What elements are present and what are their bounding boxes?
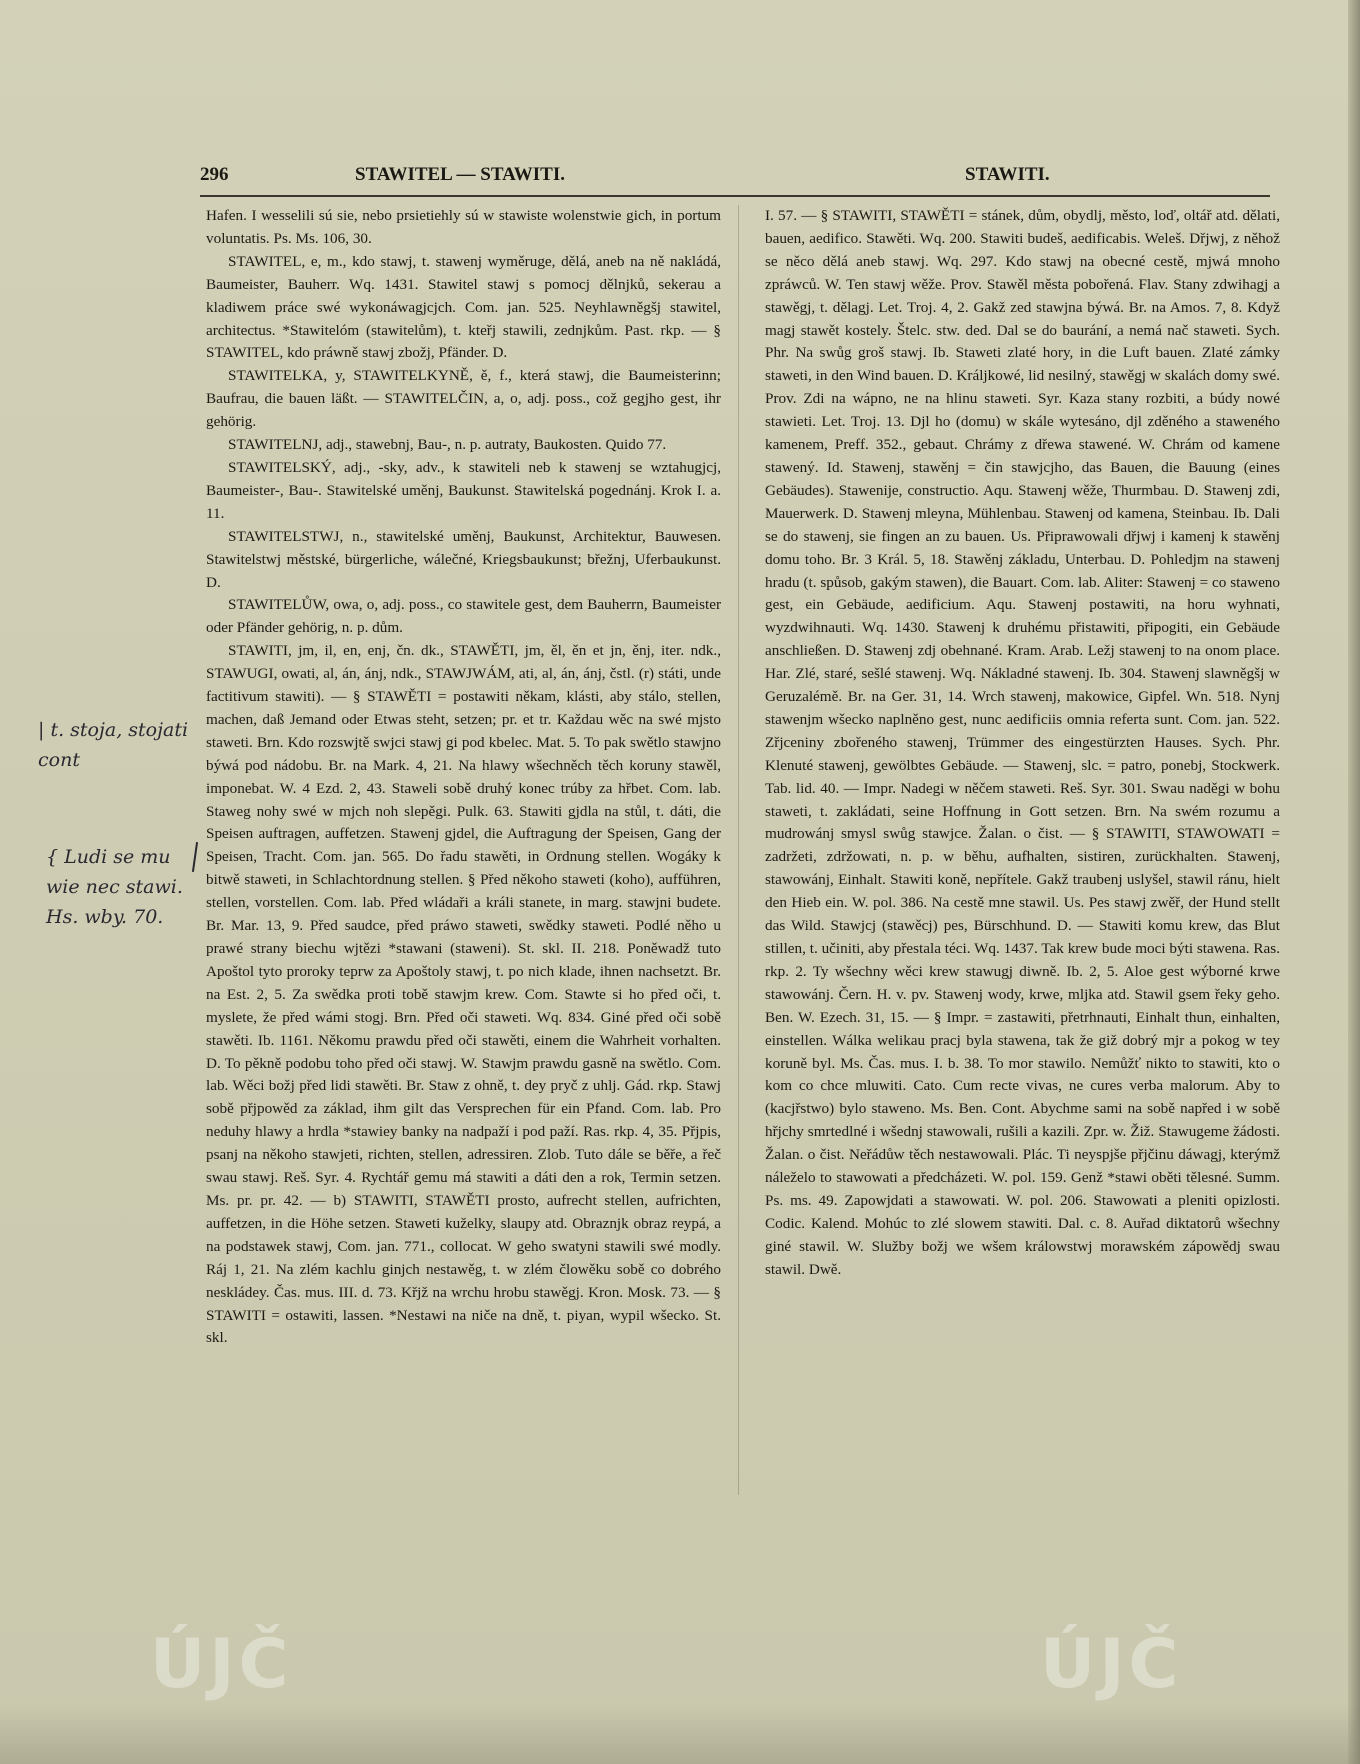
right-column [765,205,1280,1282]
entry-paragraph: STAWITELŮW, owa, o, adj. poss., co stawitele gest, dem Bauherrn, Baumeister oder Pfänder gehörig, n. p. dům. [206,596,721,637]
left-column [206,205,721,1350]
column-divider [738,205,739,1495]
page-edge [1348,0,1360,1764]
entry-paragraph: Hafen. I wesselili sú sie, nebo prsietiehly sú w stawiste wolenstwie gich, in portum voluntatis. Ps. Ms. 106, 30. [206,207,721,247]
entry-paragraph: STAWITELKA, y, STAWITELKYNĚ, ě, f., která stawj, die Baumeisterinn; Baufrau, die bauen läßt. — STAWITELČIN, a, o, adj. poss., což gegjho gest, ihr gehörig. [206,367,721,431]
entry-paragraph: STAWITELSKÝ, adj., -sky, adv., k stawiteli neb k stawenj se wztahugjcj, Baumeister-, Bau-. Stawitelské uměnj, Baukunst. Stawitelská pogednánj. Krok I. a. 11. [206,458,721,522]
entry-paragraph: STAWITEL, e, m., kdo stawj, t. stawenj wyměruge, dělá, aneb na ně nakládá, Baumeister, Bauherr. Wq. 1431. Stawitel stawj s pomocj dělnjků, sekerau a kladiwem práce swé wykonáwagjcjch. Com. jan. 525. Neyhlawněgšj stawitel, architectus. *Stawitelóm (stawitelům), t. kteřj stawili, zednjkům. Past. rkp. — § STAWITEL, kdo práwně stawj zbožj, Pfänder. D. [206,252,721,362]
entry-paragraph: STAWITI, jm, il, en, enj, čn. dk., STAWĚTI, jm, ěl, ěn et jn, ěnj, iter. ndk., STAWUGI, owati, al, án, ánj, ndk., STAWJWÁM, ati, al, án, ánj, čstl. (r) státi, unde factitivum stawiti). — § STAWĚTI = postawiti někam, klásti, aby stálo, stellen, machen, daß Jemand oder Etwas steht, setzen; pr. et tr. Každau wěc na swé mjsto staweti. Brn. Kdo rozswjtě swjci stawj gi pod kbelec. Mat. 5. To pak swětlo stawjno býwá pod nádobu. Br. na Mark. 4, 21. Na hlawy wšechněch těch koruny stawěl, imponebat. W. 4 Ezd. 2, 43. Staweli sobě druhý konec trúby za hřbet. Com. lab. Staweg nohy swé w mjch noh slepěgi. Pulk. 63. Stawiti gjdla na stůl, t. dáti, die Speisen auftragen, auffetzen. Stawenj gjdel, die Auftragung der Speisen, Gang der Speisen, Tracht. Com. jan. 565. Do řadu stawěti, in Ordnung stellen. Wogáky k bitwě staweti, in Schlachtordnung stellen. § Před někoho staweti (koho), aufführen, stellen, vorstellen. Com. lab. Před wládaři a králi stanete, in marg. stawjni budete. Br. Mar. 13, 9. Před saudce, před práwo staweti, swědky staweti. Podlé něho u prawé strany biechu wjtězi *stawani (staweni). St. skl. II. 218. Poněwadž tuto Apoštol tyto proroky teprw za Apoštoly stawj, t. po nich klade, ihnen nachsetzt. Br. na Est. 2, 5. Za swědka proti tobě stawjm krew. Com. Stawte si ho před oči, t. myslete, že před wámi stogj. Brn. Před oči staweti. Wq. 834. Giné před oči sobě stawěti. Ib. 1161. Někomu prawdu před oči stawěti, einem die Wahrheit vorhalten. D. To pěkně podobu toho před oči stawj. W. Stawjm prawdu gasně na swětlo. Com. lab. Wěci božj před lidi stawěti. Br. Staw z ohně, t. dey pryč z uhlj. Gád. rkp. Stawj sobě přjpowěd za základ, ihm gilt das Versprechen für ein Pfand. Com. lab. Pro neduhy hlawy a hrdla *stawiey banky na nadpaží i pod paží. Ras. rkp. 4, 35. Přjpis, psanj na někoho stawjeti, richten, stellen, adressiren. Zlob. Tuto dále se běře, a řeč swau stawj. Reš. Syr. 4. Rychtář gemu má stawiti a dáti den a rok, Termin setzen. Ms. pr. pr. 42. — b) STAWITI, STAWĚTI prosto, aufrecht stellen, aufrichten, auffetzen, in die Höhe setzen. Staweti kuželky, slaupy atd. Obraznjk obraz reypá, a na podstawek stawj, Com. jan. 771., collocat. W geho swatyni stawili swé modly. Ráj 1, 21. Na zlém kachlu ginjch nestawěg, t. w zlém člowěku sobě co dobrého neskládey. Čas. mus. III. d. 73. Křjž na wrchu hrobu stawěgj. Kron. Mosk. 73. — § STAWITI = ostawiti, lassen. *Nestawi na niče na dně, t. piyan, wypil wšecko. St. skl. [206,642,721,1347]
entry-paragraph: STAWITELNJ, adj., stawebnj, Bau-, n. p. autraty, Baukosten. Quido 77. [228,436,667,454]
page-header [200,164,1270,192]
handwritten-note: | t. stoja, stojati cont [38,719,189,771]
page-number: 296 [200,164,229,185]
entry-paragraph: I. 57. — § STAWITI, STAWĚTI = stánek, dům, obydlj, město, loď, oltář atd. dělati, bauen, aedifico. Stawěti. Wq. 200. Stawiti budeš, aedificabis. Weleš. Dřjwj, z něhož se něco dělá aneb stawj. Wq. 297. Kdo stawj na obecné cestě, mjwá mnoho zpráwců. W. Ten stawj wěže. Prov. Stawěl města pobořená. Flav. Stany zdwihagj a stawěgj, t. dělagj. Let. Troj. 4, 2. Gakž zed stawjna býwá. Br. na Amos. 7, 8. Když magj stawět kostely. Štelc. stw. ded. Dal se do baurání, a nemá nač staweti. Sych. Phr. Na swůg groš stawj. Ib. Staweti zlaté hory, in die Luft bauen. Zlaté zámky staweti, in den Wind bauen. D. Králjkowé, lid nesilný, stawěgj w skalách domy swé. Prov. Zdi na wápno, ne na hlinu staweti. Syr. Kaza stany rozbiti, a búdy nowé stawieti. Let. Troj. 13. Djl ho (domu) w skále wytesáno, djl zděného a staweného kamenem, Preff. 352., gebaut. Chrámy z dřewa stawené. W. Chrám od kamene stawený. Id. Stawenj, stawěnj = čin stawjcjho, das Bauen, die Bauung (eines Gebäudes). Stawenije, constructio. Aqu. Stawenj wěže, Thurmbau. D. Stawenj zdi, Mauerwerk. D. Stawenj mleyna, Mühlenbau. Stawenj od kamena, Steinbau. Ib. Dali se do stawenj, sie fingen an zu bauen. Us. Připrawowali dřjwj i kamenj k stawěnj domu toho. Br. 3 Král. 5, 18. Stawěnj základu, Unterbau. D. Pohledjm na stawenj hradu (t. spůsob, gakým stawen), die Bauart. Com. lab. Aliter: Stawenj = co staweno gest, ein Gebäude, aedificium. Aqu. Stawenj postawiti, na horu wyhnati, wyzdwihnauti. Wq. 1430. Stawenj k druhému přistawiti, připogiti, ein Gebäude anschließen. D. Stawenj zdj obehnané. Kram. Arab. Ležj stawenj to na onom place. Har. Zlé, staré, sešlé stawenj. Wq. Nákladné stawenj. Ib. 304. Stawenj slawněgšj w Geruzalémě. Br. na Ger. 31, 14. Wrch stawenj, makowice, Gipfel. Wn. 518. Nynj stawenjm wšecko naplněno gest, nunc aedificiis omnia referta sunt. Com. jan. 522. Zřjceniny zbořeného stawenj, Trümmer des eingestürzten Hauses. Sych. Phr. Klenuté stawenj, gewölbtes Gebäude. — Stawenj, slc. = patro, ponebj, Stockwerk. Tab. lid. 40. — Impr. Nadegi w něčem staweti. Reš. Syr. 301. Swau naděgi w bohu staweti, t. zakládati, seine Hoffnung in Gott setzen. Brn. Na swém rozumu a mudrowánj smysl swůg stawjce. Žalan. o čist. — § STAWITI, STAWOWATI = zadržeti, zdržowati, n. p. w běhu, aufhalten, sistiren, zurückhalten. Stawenj, stawowánj, Einhalt. Stawiti koně, nepřítele. Gakž traubenj uslyšel, stawil ránu, hielt den Hieb ein. W. pol. 386. Na cestě mne stawil. Us. Pes stawj zwěř, der Hund stellt das Wild. Stawjcj (stawěcj) pes, Bürschhund. D. — Stawiti komu krew, das Blut stillen, t. učiniti, aby přestala téci. Wq. 1437. Tak krew bude moci býti stawena. Ras. rkp. 2. Ty wšechny wěci krew stawugj diwně. Ib. 2, 5. Aloe gest wýborné krwe stawowánj. Čern. H. v. pv. Stawenj wody, krwe, mljka atd. Stawil gsem řeky geho. Ben. W. Ezech. 31, 15. — § Impr. = zastawiti, přetrhnauti, Einhalt thun, einhalten, einstellen. Wálka welikau pracj byla stawena, tak že giž dobrý mjr a pokog w tey koruně byl. Ms. Čas. mus. I. b. 38. To mor stawilo. Nemůžť nikto to stawiti, kto o kom co chce mluwiti. Cato. Cum recte vivas, ne cures verba malorum. Aby to (kacjřstwo) bylo staweno. Ms. Ben. Cont. Abychme sami na sobě napřed i w sobě hřjchy smrtedlné i wšednj stawowali, rušili a kazili. Zpr. w. Žiž. Stawugeme žádosti. Žalan. o čist. Neřádůw těch nestawowali. Plác. Ti neyspjše přjčinu dáwagj, kterýmž náleželo to stawowati a předcházeti. W. pol. 159. Genž *stawi oběti tělesné. Summ. Ps. ms. 49. Zapowjdati a stawowati. W. pol. 206. Stawowati a pleniti opizlosti. Codic. Kalend. Mohúc to zlé slowem stawiti. Dal. c. 8. Auřad diktatorů wšechny giné stawil. W. Služby božj we wšem králowstwj morawském zápowědj swau stawil. Dwě. [765,207,1280,1278]
left-running-title: STAWITEL — STAWITI. [355,164,565,185]
header-rule [200,195,1270,197]
page-shadow [0,1704,1360,1764]
handwritten-note: { Ludi se mu wie nec stawi. Hs. wby. 70. [46,846,183,928]
right-running-title: STAWITI. [965,164,1050,185]
watermark-logo: ÚJČ [150,1625,293,1704]
watermark-logo: ÚJČ [1040,1625,1183,1704]
entry-paragraph: STAWITELSTWJ, n., stawitelské uměnj, Baukunst, Architektur, Bauwesen. Stawitelstwj městské, bürgerliche, wálečné, Kriegsbaukunst; břežnj, Uferbaukunst. D. [206,527,721,591]
